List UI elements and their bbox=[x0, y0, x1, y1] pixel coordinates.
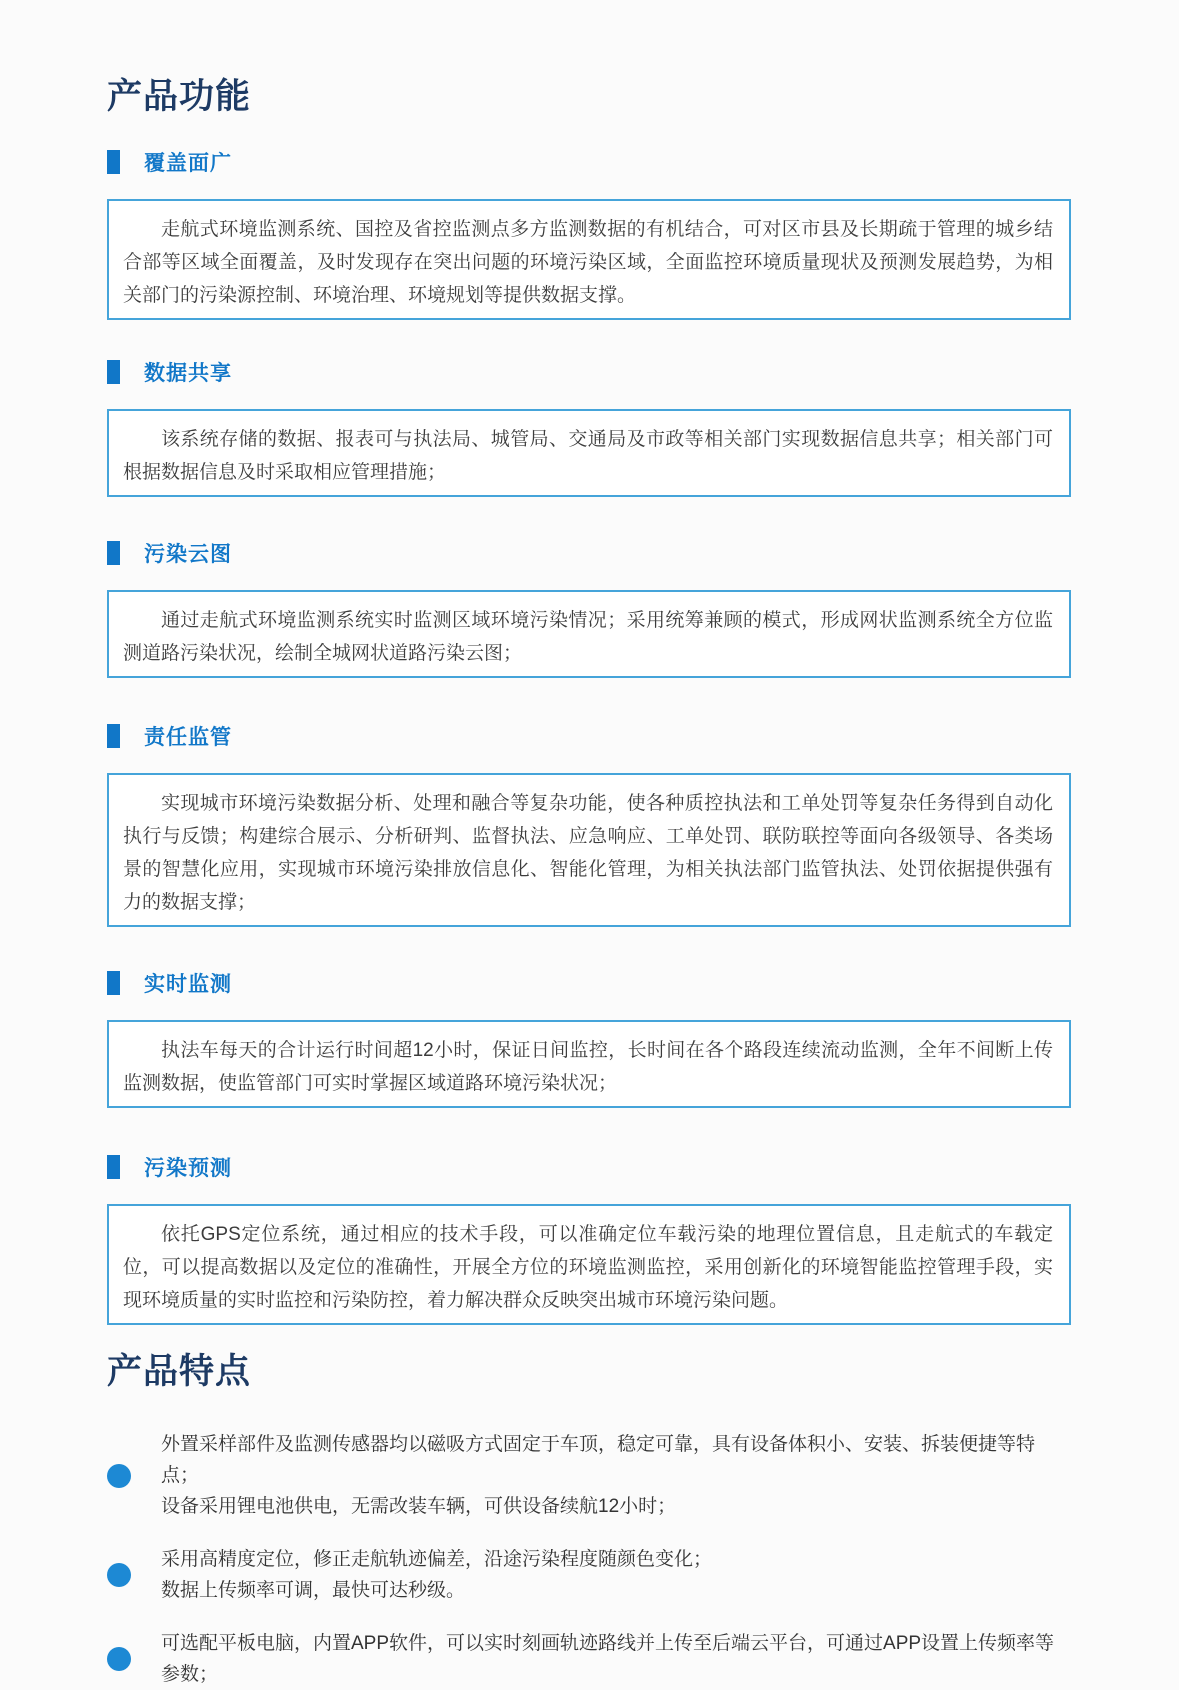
feature-item-mounting bbox=[107, 1429, 1071, 1522]
section-header-coverage bbox=[107, 148, 1071, 176]
section-responsibility-supervision bbox=[107, 722, 1071, 927]
blue-square-icon bbox=[107, 724, 120, 748]
blue-square-icon bbox=[107, 541, 120, 565]
section-pollution-prediction bbox=[107, 1153, 1071, 1325]
section-header-data-sharing bbox=[107, 358, 1071, 386]
section-body-pollution-prediction: 依托GPS定位系统，通过相应的技术手段，可以准确定位车载污染的地理位置信息，且走航式的车载定位，可以提高数据以及定位的准确性，开展全方位的环境监测监控，采用创新化的环境智能监控管理手段，实现环境质量的实时监控和污染防控，着力解决群众反映突出城市环境污染问题。 bbox=[123, 1224, 1053, 1311]
page-title-features: 产品特点 bbox=[107, 1352, 252, 1391]
section-body-coverage: 走航式环境监测系统、国控及省控监测点多方监测数据的有机结合，可对区市县及长期疏于管理的城乡结合部等区域全面覆盖，及时发现存在突出问题的环境污染区域，全面监控环境质量现状及预测发展趋势，为相关部门的污染源控制、环境治理、环境规划等提供数据支撑。 bbox=[123, 219, 1053, 306]
section-label-responsibility-supervision: 责任监管 bbox=[144, 726, 232, 749]
section-label-realtime-monitoring: 实时监测 bbox=[144, 973, 232, 996]
section-body-data-sharing: 该系统存储的数据、报表可与执法局、城管局、交通局及市政等相关部门实现数据信息共享；相关部门可根据数据信息及时采取相应管理措施； bbox=[123, 429, 1053, 483]
feature-item-tablet-app bbox=[107, 1628, 1071, 1690]
bullet-dot-icon bbox=[107, 1563, 131, 1587]
section-box-realtime-monitoring bbox=[107, 1020, 1071, 1108]
feature-text-mounting bbox=[161, 1429, 1071, 1522]
section-box-pollution-cloud-map bbox=[107, 590, 1071, 678]
section-pollution-cloud-map bbox=[107, 539, 1071, 678]
section-box-pollution-prediction bbox=[107, 1204, 1071, 1325]
section-header-realtime-monitoring bbox=[107, 969, 1071, 997]
feature-text-positioning bbox=[161, 1544, 712, 1606]
section-body-realtime-monitoring: 执法车每天的合计运行时间超12小时，保证日间监控，长时间在各个路段连续流动监测，全年不间断上传监测数据，使监管部门可实时掌握区域道路环境污染状况； bbox=[123, 1040, 1053, 1094]
page-title-functions: 产品功能 bbox=[107, 77, 252, 116]
section-body-pollution-cloud-map: 通过走航式环境监测系统实时监测区域环境污染情况；采用统筹兼顾的模式，形成网状监测系统全方位监测道路污染状况，绘制全城网状道路污染云图； bbox=[123, 610, 1053, 664]
feature-line: 外置采样部件及监测传感器均以磁吸方式固定于车顶，稳定可靠，具有设备体积小、安装、拆装便捷等特点； bbox=[161, 1434, 1036, 1486]
features-list bbox=[107, 1429, 1071, 1690]
section-label-pollution-cloud-map: 污染云图 bbox=[144, 543, 232, 566]
section-header-responsibility-supervision bbox=[107, 722, 1071, 750]
feature-line: 可选配平板电脑，内置APP软件，可以实时刻画轨迹路线并上传至后端云平台，可通过APP设置上传频率等参数； bbox=[161, 1633, 1055, 1685]
section-label-pollution-prediction: 污染预测 bbox=[144, 1157, 232, 1180]
section-box-responsibility-supervision bbox=[107, 773, 1071, 927]
feature-line: 设备采用锂电池供电，无需改装车辆，可供设备续航12小时； bbox=[161, 1496, 677, 1517]
blue-square-icon bbox=[107, 150, 120, 174]
blue-square-icon bbox=[107, 971, 120, 995]
section-label-data-sharing: 数据共享 bbox=[144, 362, 232, 385]
feature-line: 数据上传频率可调，最快可达秒级。 bbox=[161, 1580, 466, 1601]
section-header-pollution-prediction bbox=[107, 1153, 1071, 1181]
section-data-sharing bbox=[107, 358, 1071, 497]
bullet-dot-icon bbox=[107, 1647, 131, 1671]
section-label-coverage: 覆盖面广 bbox=[144, 152, 232, 175]
bullet-dot-icon bbox=[107, 1464, 131, 1488]
blue-square-icon bbox=[107, 1155, 120, 1179]
feature-item-positioning bbox=[107, 1544, 1071, 1606]
feature-line: 采用高精度定位，修正走航轨迹偏差，沿途污染程度随颜色变化； bbox=[161, 1549, 713, 1570]
section-header-pollution-cloud-map bbox=[107, 539, 1071, 567]
section-coverage bbox=[107, 148, 1071, 320]
feature-text-tablet-app bbox=[161, 1628, 1071, 1690]
section-box-data-sharing bbox=[107, 409, 1071, 497]
section-realtime-monitoring bbox=[107, 969, 1071, 1108]
section-box-coverage bbox=[107, 199, 1071, 320]
section-body-responsibility-supervision: 实现城市环境污染数据分析、处理和融合等复杂功能，使各种质控执法和工单处罚等复杂任务得到自动化执行与反馈；构建综合展示、分析研判、监督执法、应急响应、工单处罚、联防联控等面向各级领导、各类场景的智慧化应用，实现城市环境污染排放信息化、智能化管理，为相关执法部门监管执法、处罚依据提供强有力的数据支撑； bbox=[123, 793, 1053, 913]
blue-square-icon bbox=[107, 360, 120, 384]
